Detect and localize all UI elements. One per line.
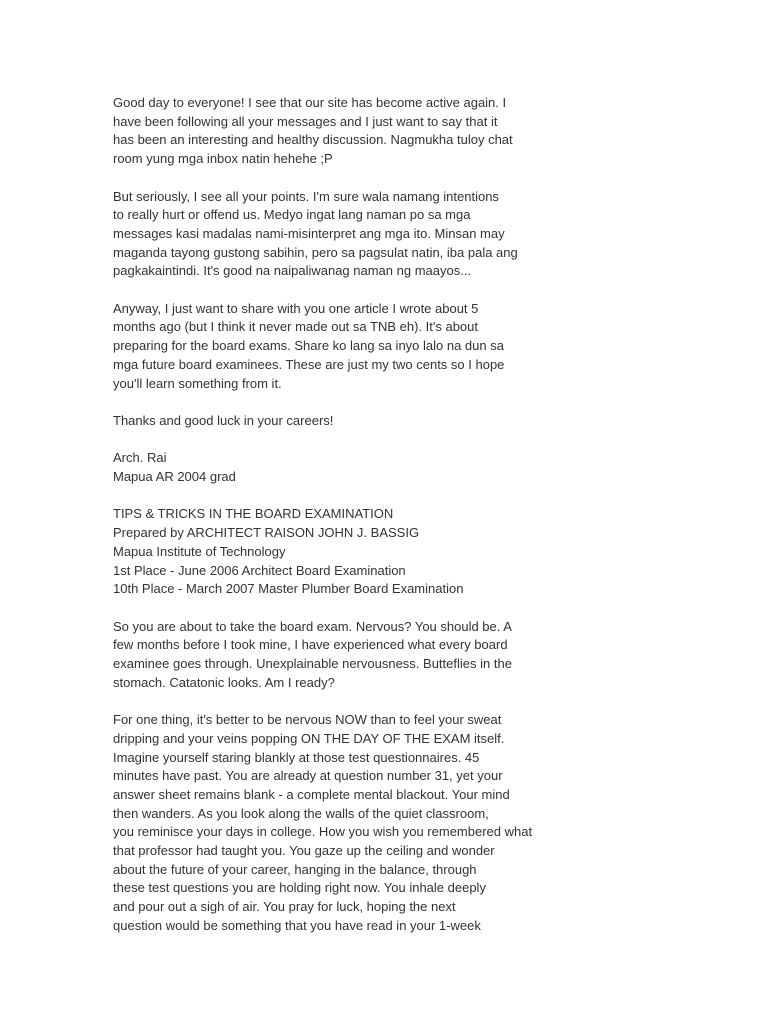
- signature-name: Arch. Rai: [113, 450, 167, 466]
- text-line: minutes have past. You are already at question number 31, yet your: [113, 768, 503, 784]
- text-line: But seriously, I see all your points. I'm sure wala namang intentions: [113, 188, 499, 204]
- text-line: have been following all your messages and I just want to say that it: [113, 113, 498, 129]
- text-line: mga future board examinees. These are just my two cents so I hope: [113, 356, 505, 372]
- text-line: few months before I took mine, I have experienced what every board: [113, 637, 508, 653]
- text-line: maganda tayong gustong sabihin, pero sa pagsulat natin, iba pala ang: [113, 244, 518, 260]
- text-line: that professor had taught you. You gaze up the ceiling and wonder: [113, 843, 495, 859]
- text-line: and pour out a sigh of air. You pray for luck, hoping the next: [113, 899, 456, 915]
- article-credential: 10th Place - March 2007 Master Plumber Board Examination: [113, 581, 464, 597]
- article-header: [113, 505, 733, 599]
- paragraph-thanks: [113, 412, 733, 431]
- text-line: months ago (but I think it never made out sa TNB eh). It's about: [113, 319, 478, 335]
- text-line: Good day to everyone! I see that our site has become active again. I: [113, 95, 507, 110]
- paragraph-one-thing: [113, 711, 733, 935]
- text-line: preparing for the board exams. Share ko lang sa inyo lalo na dun sa: [113, 338, 504, 354]
- article-credential: 1st Place - June 2006 Architect Board Examination: [113, 562, 406, 578]
- text-line: then wanders. As you look along the walls of the quiet classroom,: [113, 805, 489, 821]
- text-line: messages kasi madalas nami-misinterpret ang mga ito. Minsan may: [113, 225, 505, 241]
- article-school: Mapua Institute of Technology: [113, 543, 286, 559]
- paragraph-anyway: [113, 300, 733, 394]
- text-line: So you are about to take the board exam. Nervous? You should be. A: [113, 618, 512, 634]
- text-line: you reminisce your days in college. How you wish you remembered what: [113, 824, 533, 840]
- text-line: about the future of your career, hanging in the balance, through: [113, 861, 477, 877]
- text-line: to really hurt or offend us. Medyo ingat lang naman po sa mga: [113, 207, 471, 223]
- text-line: examinee goes through. Unexplainable nervousness. Butteflies in the: [113, 656, 512, 671]
- text-line: Imagine yourself staring blankly at those test questionnaires. 45: [113, 749, 480, 765]
- text-line: stomach. Catatonic looks. Am I ready?: [113, 674, 335, 690]
- text-line: question would be something that you have read in your 1-week: [113, 917, 481, 933]
- text-line: room yung mga inbox natin hehehe ;P: [113, 151, 333, 167]
- document-page: [113, 94, 733, 954]
- text-line: has been an interesting and healthy discussion. Nagmukha tuloy chat: [113, 132, 513, 148]
- text-line: you'll learn something from it.: [113, 375, 282, 391]
- text-line: Thanks and good luck in your careers!: [113, 412, 334, 428]
- text-line: dripping and your veins popping ON THE DAY OF THE EXAM itself.: [113, 730, 505, 746]
- paragraph-greeting: [113, 94, 733, 169]
- article-author: Prepared by ARCHITECT RAISON JOHN J. BASSIG: [113, 525, 420, 541]
- paragraph-nervous: [113, 618, 733, 693]
- signature-affiliation: Mapua AR 2004 grad: [113, 469, 236, 484]
- text-line: these test questions you are holding right now. You inhale deeply: [113, 880, 486, 896]
- text-line: pagkakaintindi. It's good na naipaliwanag naman ng maayos...: [113, 263, 472, 279]
- text-line: For one thing, it's better to be nervous NOW than to feel your sweat: [113, 712, 502, 728]
- signature-block: [113, 449, 733, 486]
- article-title: TIPS & TRICKS IN THE BOARD EXAMINATION: [113, 506, 394, 522]
- paragraph-seriously: [113, 188, 733, 282]
- text-line: Anyway, I just want to share with you one article I wrote about 5: [113, 300, 479, 316]
- text-line: answer sheet remains blank - a complete mental blackout. Your mind: [113, 786, 510, 802]
